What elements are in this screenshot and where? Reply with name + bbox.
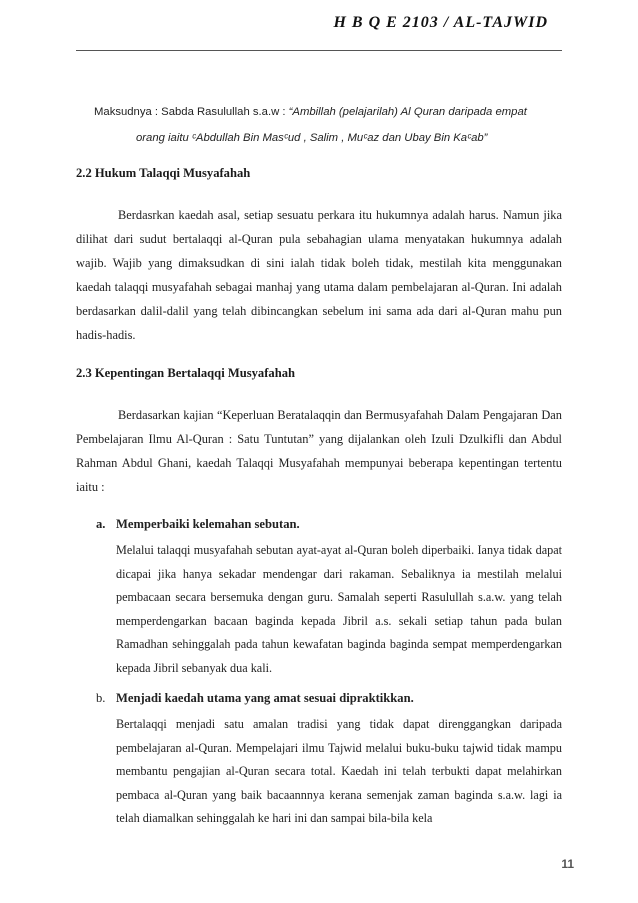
section-2-3-paragraph: [76, 403, 562, 499]
hadith-translation-line1: [76, 99, 562, 125]
list-marker: b.: [96, 691, 106, 705]
hadith-translation-prefix: Maksudnya : Sabda Rasulullah s.a.w :: [94, 106, 289, 118]
list-item-title: Memperbaiki kelemahan sebutan.: [116, 517, 300, 531]
section-2-2-paragraph-text: Berdasrkan kaedah asal, setiap sesuatu perkara itu hukumnya adalah harus. Namun jika dilihat dari sudut bertalaqqi al-Quran pula sebahagian ulama menyatakan hukumnya adalah wajib. Wajib yang dimaksudkan di sini ialah tidak boleh tidak, mestilah kita menggunakan kaedah talaqqi musyafahah sebagai manhaj yang utama dalam pembelajaran al-Quran. Ini adalah berdasarkan dalil-dalil yang telah dibincangkan sebelum ini sama ada dari al-Quran mahu pun hadis-hadis.: [76, 208, 562, 343]
list-marker: a.: [96, 517, 106, 531]
section-2-2-paragraph: [76, 203, 562, 348]
section-2-3-paragraph-text: Berdasarkan kajian “Keperluan Beratalaqqin dan Bermusyafahah Dalam Pengajaran Dan Pembelajaran Ilmu Al-Quran : Satu Tuntutan” yang dijalankan oleh Izuli Dzulkifli dan Abdul Rahman Abdul Ghani, kaedah Talaqqi Musyafahah mempunyai beberapa kepentingan tertentu iaitu :: [76, 408, 562, 495]
hadith-translation-quote: “Ambillah (pelajarilah) Al Quran daripada empat: [288, 106, 527, 118]
header-divider: [76, 50, 562, 51]
list-item-title: Menjadi kaedah utama yang amat sesuai dipraktikkan.: [116, 691, 414, 705]
list-item-body: Melalui talaqqi musyafahah sebutan ayat-ayat al-Quran boleh diperbaiki. Ianya tidak dapat dicapai jika hanya sekadar mendengar dari rakaman. Sebaliknya ia mestilah melalui pembacaan secara bersemuka dengan guru. Samalah seperti Rasulullah s.a.w. yang telah memperdengarkan bacaan baginda kepada Jibril a.s. sekali setiap tahun pada bulan Ramadhan sehinggalah pada tahun kewafatan baginda baginda sempat memperdengarkan kepada Jibril sebanyak dua kali.: [116, 543, 562, 675]
list-item-body: Bertalaqqi menjadi satu amalan tradisi yang tidak dapat direnggangkan daripada pembelajaran al-Quran. Mempelajari ilmu Tajwid melalui buku-buku tajwid tidak mampu membantu pengajian al-Quran secara total. Kaedah ini telah terbukti dapat melahirkan pembaca al-Quran yang baik bacaannnya kerana semenjak zaman baginda s.a.w. lagi ia telah diamalkan sehinggalah ke hari ini dan sampai bila-bila kela: [116, 717, 562, 826]
hadith-translation-line2: orang iaitu ᶜAbdullah Bin Masᶜud , Salim , Muᶜaz dan Ubay Bin Kaᶜab”: [136, 132, 488, 144]
section-heading-2-2: 2.2 Hukum Talaqqi Musyafahah: [76, 166, 251, 180]
document-header-title: H B Q E 2103 / AL-TAJWID: [333, 14, 548, 31]
section-heading-2-3: 2.3 Kepentingan Bertalaqqi Musyafahah: [76, 366, 296, 380]
page-number: 11: [561, 857, 574, 871]
hadith-translation: [76, 99, 562, 151]
